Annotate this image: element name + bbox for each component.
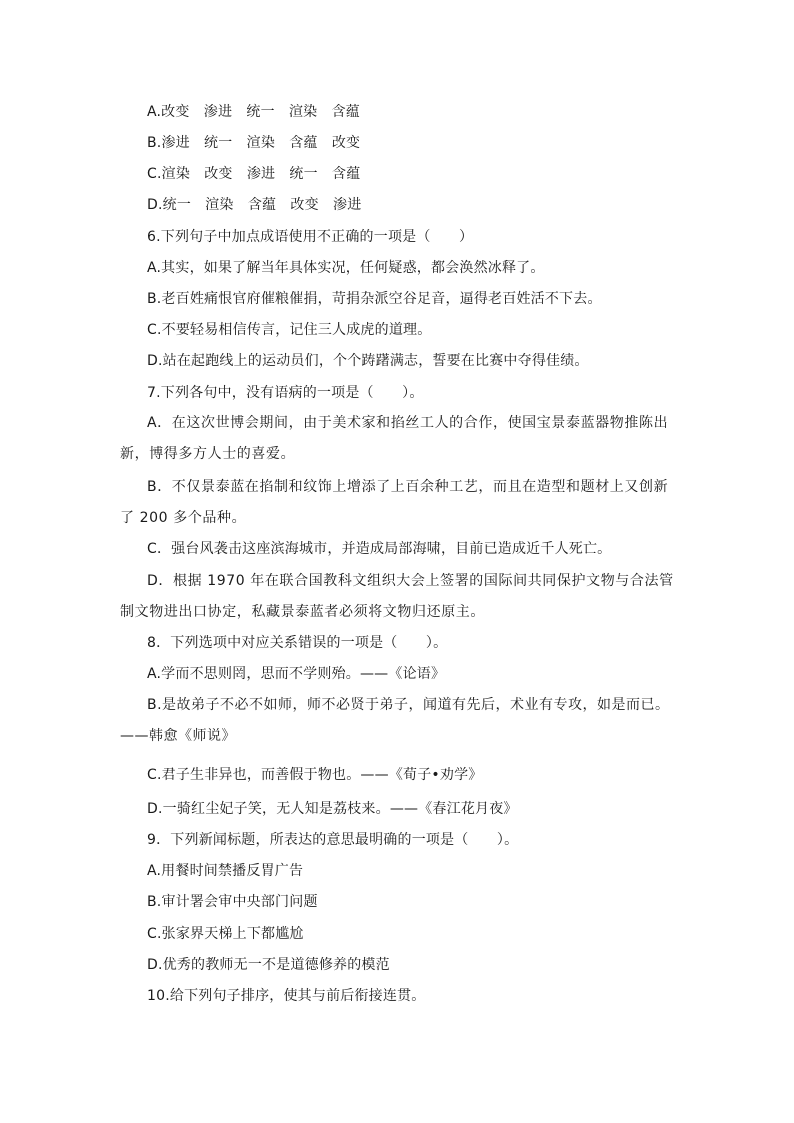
q8-option-d: D.一骑红尘妃子笑，无人知是荔枝来。——《春江花月夜》 xyxy=(147,801,518,817)
q9-option-b: B.审计署会审中央部门问题 xyxy=(147,894,318,910)
q8-stem: 8．下列选项中对应关系错误的一项是（ ）。 xyxy=(147,635,448,651)
q6-option-d: D.站在起跑线上的运动员们，个个踌躇满志，誓要在比赛中夺得佳绩。 xyxy=(147,353,589,369)
q9-stem: 9．下列新闻标题，所表达的意思最明确的一项是（ ）。 xyxy=(147,832,519,848)
q10-stem: 10.给下列句子排序，使其与前后衔接连贯。 xyxy=(147,988,426,1004)
q8-option-c: C.君子生非异也，而善假于物也。——《荀子•劝学》 xyxy=(147,767,483,783)
q9-option-c: C.张家界天梯上下都尴尬 xyxy=(147,926,304,942)
q7-option-d: D．根据 1970 年在联合国教科文组织大会上签署的国际间共同保护文物与合法管制文物进出口协定，私藏景泰蓝者必须将文物归还原主。 xyxy=(120,573,674,620)
q6-option-b: B.老百姓痛恨官府催粮催捐，苛捐杂派空谷足音，逼得老百姓活不下去。 xyxy=(147,291,602,307)
q5-option-c: C.渲染 改变 渗进 统一 含蕴 xyxy=(147,166,361,182)
q7-option-a: A．在这次世博会期间，由于美术家和掐丝工人的合作，使国宝景泰蓝器物推陈出新，博得多方人士的喜爱。 xyxy=(120,415,669,462)
q7-option-c: C．强台风袭击这座滨海城市，并造成局部海啸，目前已造成近千人死亡。 xyxy=(147,541,612,557)
q5-option-b: B.渗进 统一 渲染 含蕴 改变 xyxy=(147,135,361,151)
q5-option-d: D.统一 渲染 含蕴 改变 渗进 xyxy=(147,197,362,213)
q6-stem: 6.下列句子中加点成语使用不正确的一项是（ ） xyxy=(147,229,474,245)
q7-stem: 7.下列各句中，没有语病的一项是（ ）。 xyxy=(147,385,424,401)
q7-option-b: B．不仅景泰蓝在掐制和纹饰上增添了上百余种工艺，而且在造型和题材上又创新了 200 多个品种。 xyxy=(120,479,669,526)
q6-option-a: A.其实，如果了解当年具体实况，任何疑惑，都会涣然冰释了。 xyxy=(147,260,545,276)
q8-option-a: A.学而不思则罔，思而不学则殆。——《论语》 xyxy=(147,666,446,682)
q6-option-c: C.不要轻易相信传言，记住三人成虎的道理。 xyxy=(147,322,432,338)
q5-option-a: A.改变 渗进 统一 渲染 含蕴 xyxy=(147,104,360,120)
q9-option-d: D.优秀的教师无一不是道德修养的模范 xyxy=(147,957,390,973)
q8-option-b: B.是故弟子不必不如师，师不必贤于弟子，闻道有先后，术业有专攻，如是而已。——韩愈《师说》 xyxy=(120,697,670,744)
q9-option-a: A.用餐时间禁播反胃广告 xyxy=(147,863,304,879)
